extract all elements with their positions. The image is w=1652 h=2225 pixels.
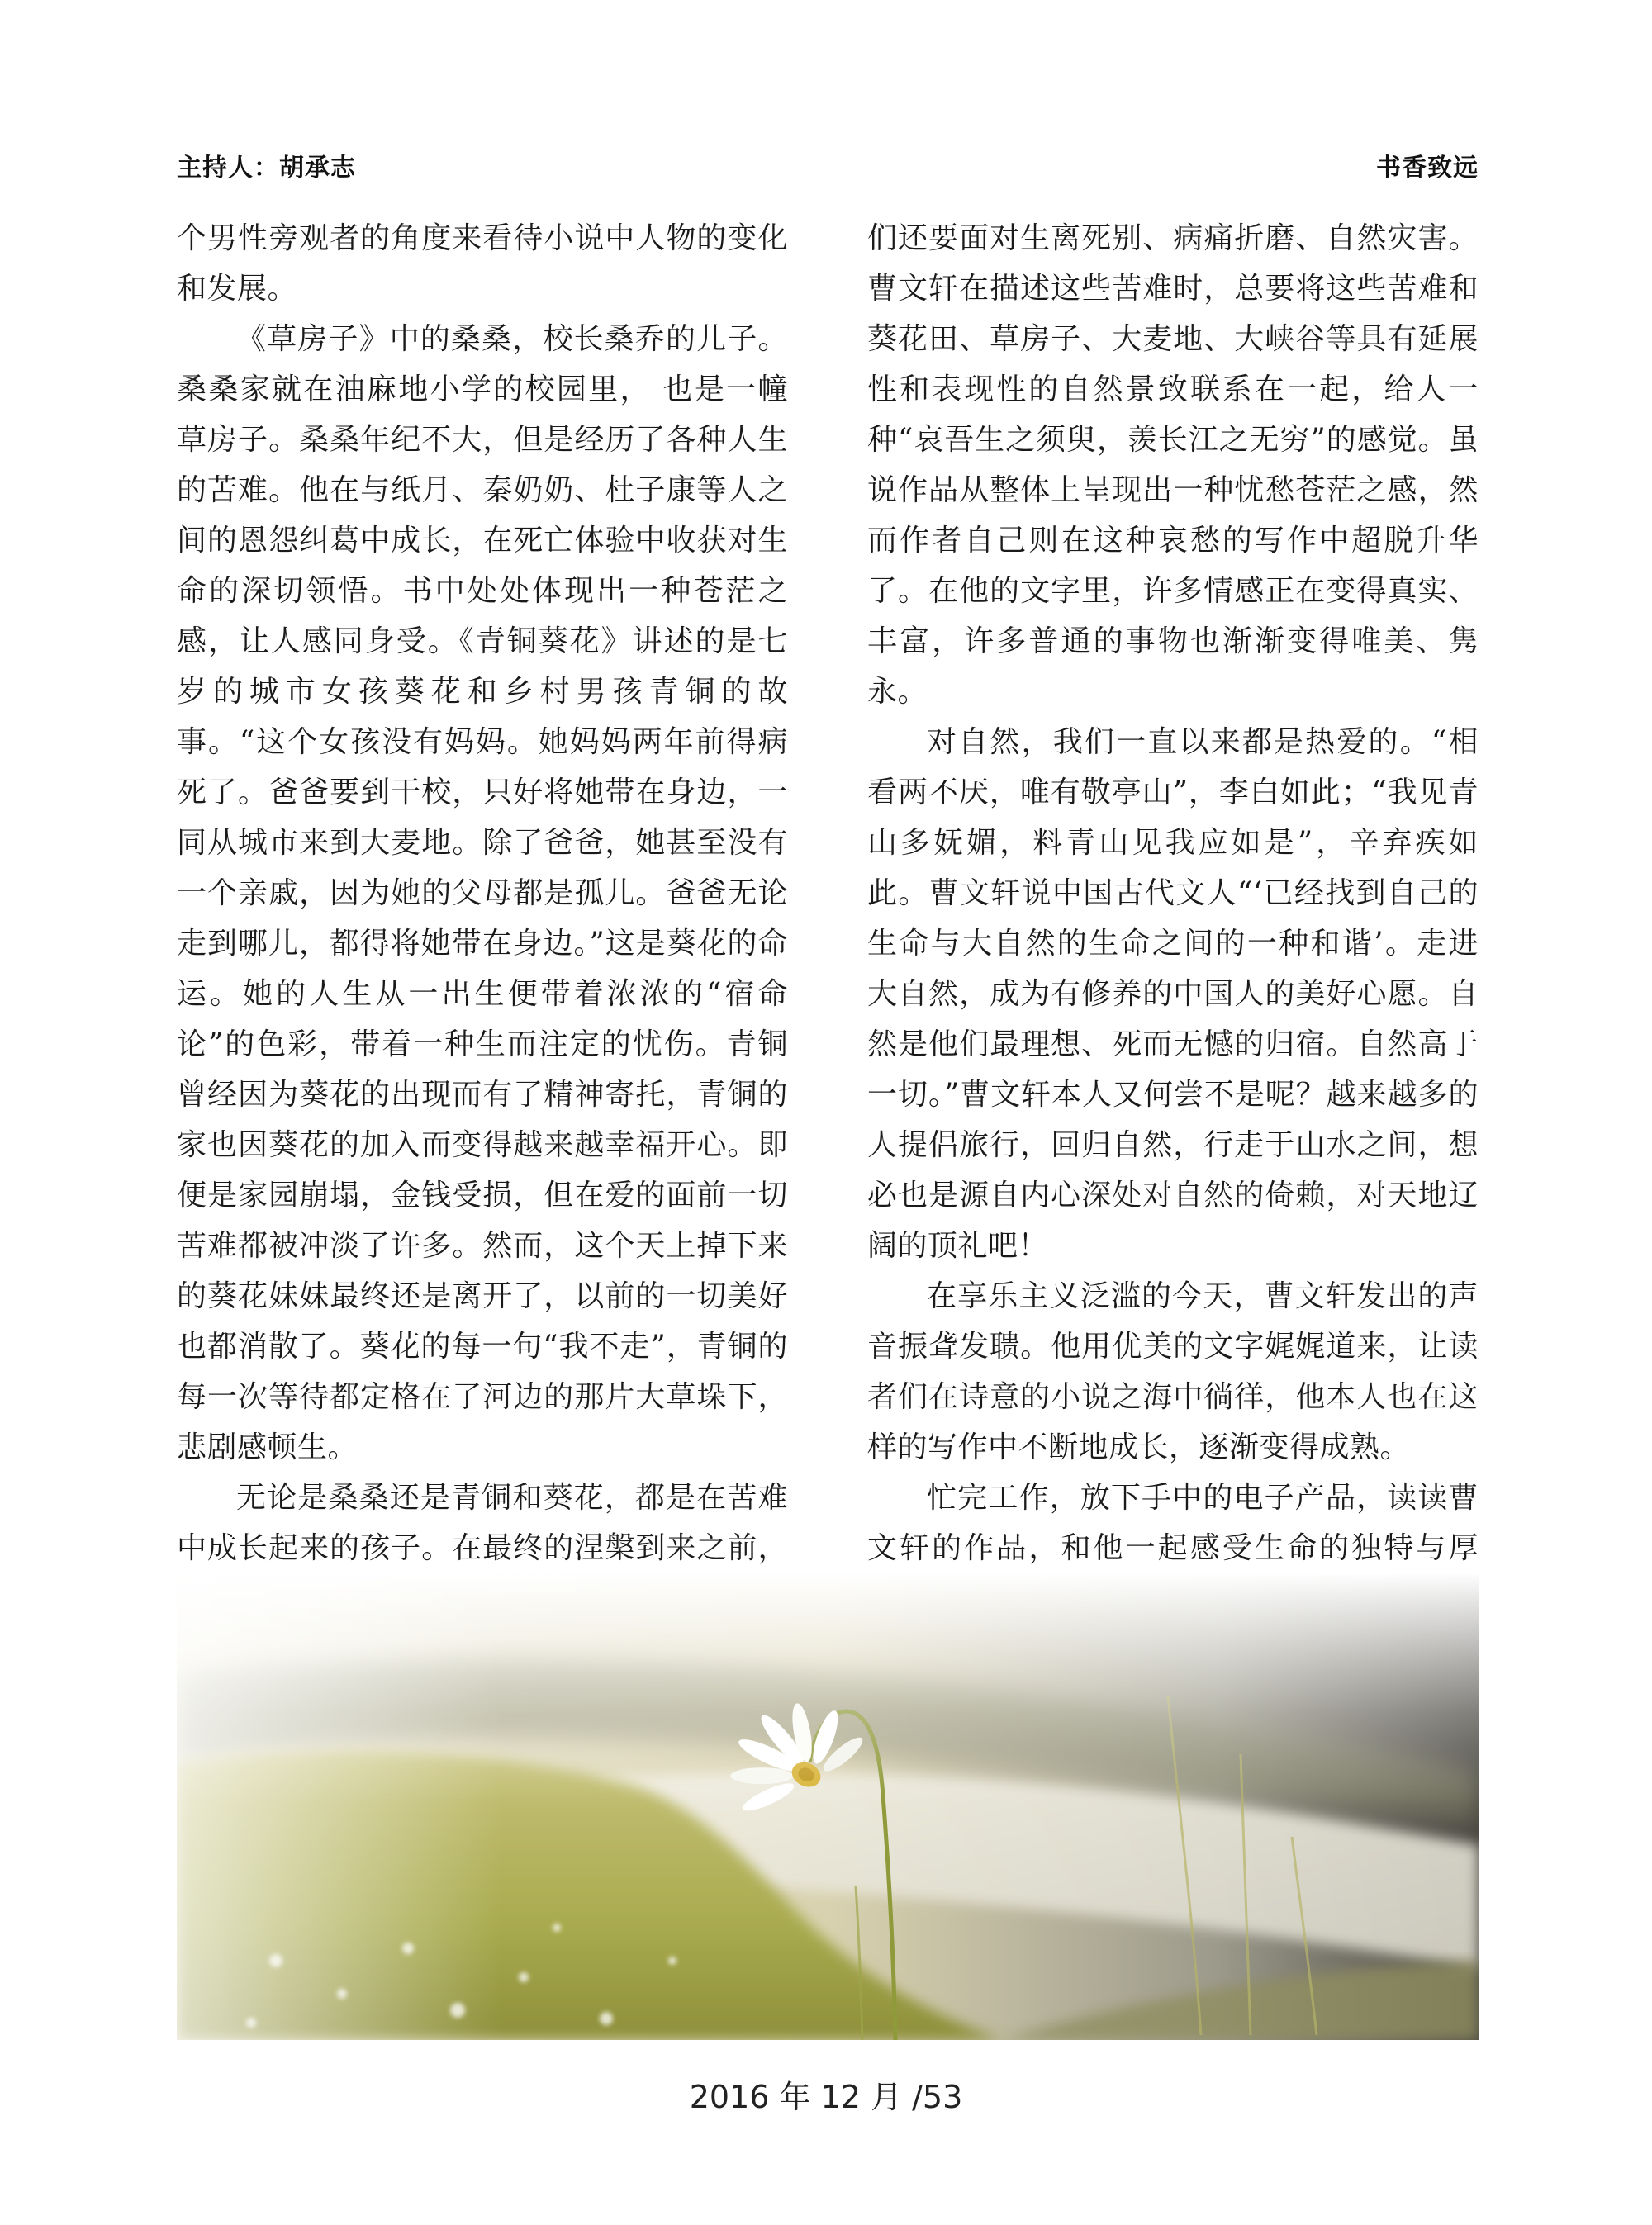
page-header-column-title: 书香致远 bbox=[1376, 154, 1479, 183]
page-header-host: 主持人：胡承志 bbox=[177, 154, 356, 183]
paragraph: 对自然，我们一直以来都是热爱的。“相看两不厌，唯有敬亭山”，李白如此；“我见青山多妩媚，料青山见我应如是”，辛弃疾如此。曹文轩说中国古代文人“‘已经找到自己的生命与大自然的生命之间的一种和谐’。走进大自然，成为有修养的中国人的美好心愿。自然是他们最理想、死而无憾的归宿。自然高于一切。”曹文轩本人又何尝不是呢？越来越多的人提倡旅行，回归自然，行走于山水之间，想必也是源自内心深处对自然的倚赖，对天地辽阔的顶礼吧！ bbox=[867, 725, 1479, 1263]
paragraph: 们还要面对生离死别、病痛折磨、自然灾害。曹文轩在描述这些苦难时，总要将这些苦难和葵花田、草房子、大麦地、大峡谷等具有延展性和表现性的自然景致联系在一起，给人一种“哀吾生之须臾，羡长江之无穷”的感觉。虽说作品从整体上呈现出一种忧愁苍茫之感，然而作者自己则在这种哀愁的写作中超脱升华了。在他的文字里，许多情感正在变得真实、丰富，许多普通的事物也渐渐变得唯美、隽永。 bbox=[867, 221, 1479, 709]
paragraph: 无论是桑桑还是青铜和葵花，都是在苦难中成长起来的孩子。在最终的涅槃到来之前， bbox=[177, 1481, 788, 1565]
article-column-right bbox=[867, 213, 1479, 1624]
paragraph: 个男性旁观者的角度来看待小说中人物的变化和发展。 bbox=[177, 221, 788, 306]
daisy-photo bbox=[177, 1573, 1479, 2040]
page-footer-date-page: 2016 年 12 月 /53 bbox=[689, 2079, 963, 2115]
article-column-left bbox=[177, 213, 788, 1624]
paragraph: 在享乐主义泛滥的今天，曹文轩发出的声音振聋发聩。他用优美的文字娓娓道来，让读者们在诗意的小说之海中徜徉，他本人也在这样的写作中不断地成长，逐渐变得成熟。 bbox=[867, 1279, 1479, 1464]
paragraph: 《草房子》中的桑桑，校长桑乔的儿子。桑桑家就在油麻地小学的校园里， 也是一幢草房子。桑桑年纪不大，但是经历了各种人生的苦难。他在与纸月、秦奶奶、杜子康等人之间的恩怨纠葛中成长，在死亡体验中收获对生命的深切领悟。书中处处体现出一种苍茫之感，让人感同身受。《青铜葵花》讲述的是七岁的城市女孩葵花和乡村男孩青铜的故事。“这个女孩没有妈妈。她妈妈两年前得病死了。爸爸要到干校，只好将她带在身边，一同从城市来到大麦地。除了爸爸，她甚至没有一个亲戚，因为她的父母都是孤儿。爸爸无论走到哪儿，都得将她带在身边。”这是葵花的命运。她的人生从一出生便带着浓浓的“宿命论”的色彩，带着一种生而注定的忧伤。青铜曾经因为葵花的出现而有了精神寄托，青铜的家也因葵花的加入而变得越来越幸福开心。即便是家园崩塌，金钱受损，但在爱的面前一切苦难都被冲淡了许多。然而，这个天上掉下来的葵花妹妹最终还是离开了，以前的一切美好也都消散了。葵花的每一句“我不走”，青铜的每一次等待都定格在了河边的那片大草垛下，悲剧感顿生。 bbox=[177, 322, 788, 1464]
paragraph: 忙完工作，放下手中的电子产品，读读曹文轩的作品，和他一起感受生命的独特与厚 bbox=[867, 1481, 1479, 1565]
